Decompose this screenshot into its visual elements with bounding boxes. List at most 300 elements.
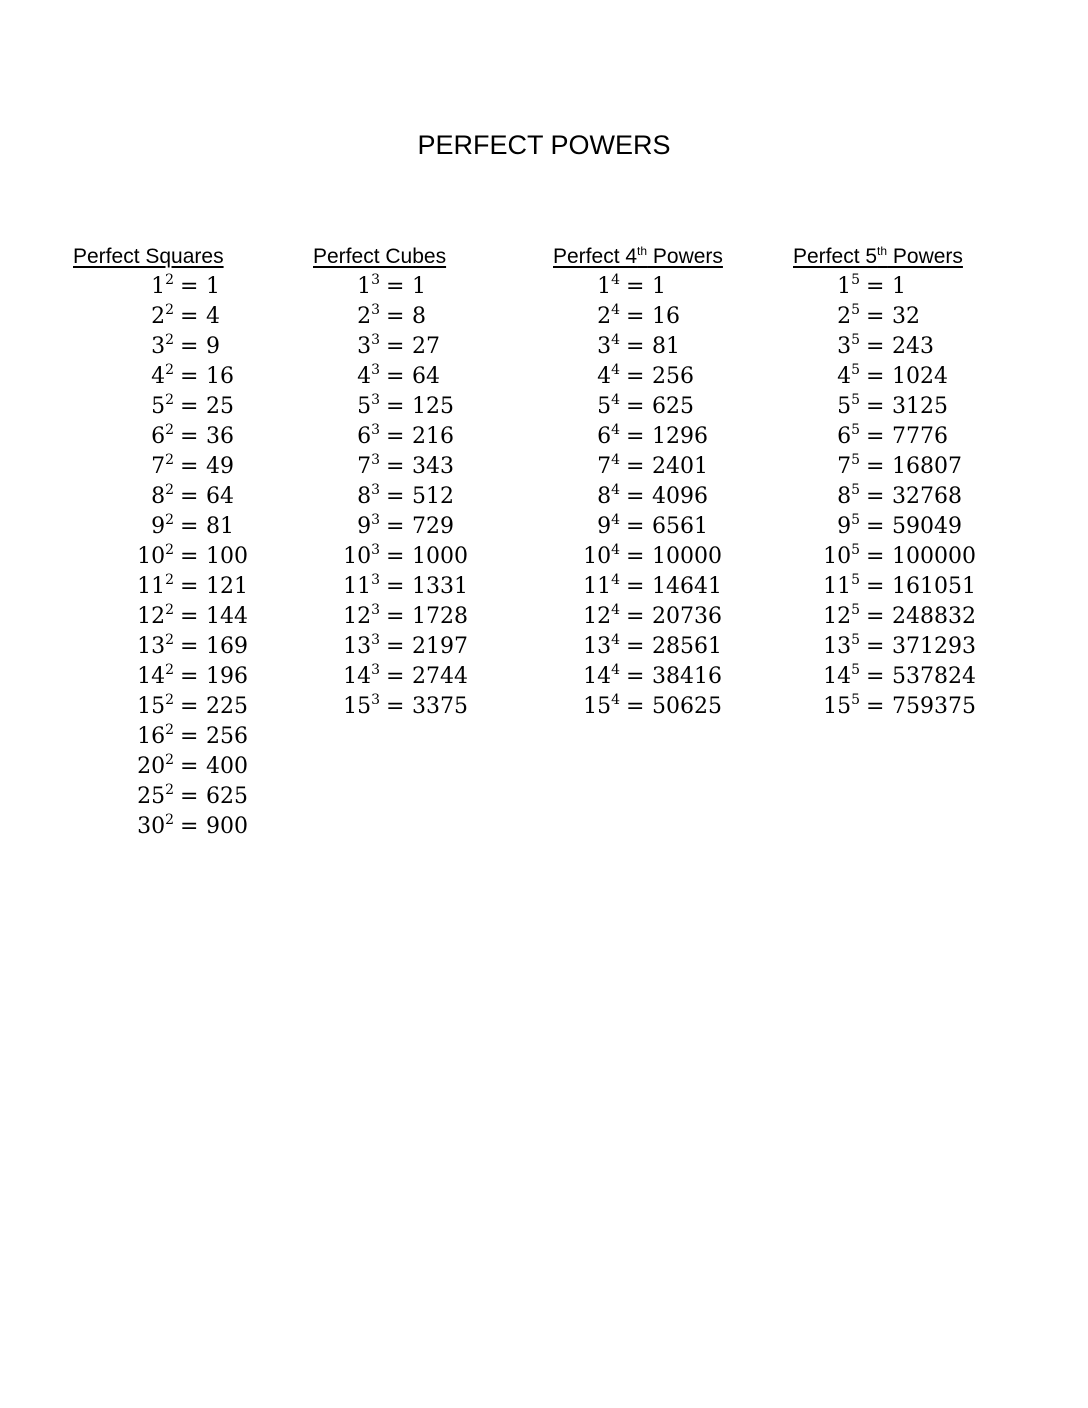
equation-value: 64 [412, 364, 440, 389]
equation-base: 5 [597, 394, 612, 419]
equation-row [553, 692, 793, 722]
equation-value: 216 [412, 424, 454, 449]
equation-row [553, 542, 793, 572]
equation-exponent: 4 [611, 272, 620, 288]
equation-value: 10000 [652, 544, 722, 569]
equation-base: 11 [583, 574, 612, 599]
equation-exponent: 5 [851, 542, 860, 558]
equals-sign: = [180, 394, 199, 419]
equation-value: 1296 [652, 424, 708, 449]
equation-value: 16 [206, 364, 234, 389]
equation-row [553, 662, 793, 692]
column-heading [553, 242, 753, 272]
equation-base: 15 [823, 694, 852, 719]
equation-base: 10 [137, 544, 166, 569]
equation-row [553, 362, 793, 392]
equation-row [73, 392, 313, 422]
equation-exponent: 3 [371, 692, 380, 708]
equation-power [550, 542, 620, 572]
equals-sign: = [180, 544, 199, 569]
equation-row [553, 512, 793, 542]
equals-sign: = [180, 304, 199, 329]
equation-power [550, 272, 620, 302]
equation-row [553, 302, 793, 332]
equation-row [73, 812, 313, 842]
equals-sign: = [626, 514, 645, 539]
equation-power [310, 332, 380, 362]
equation-power [104, 662, 174, 692]
equation-power [550, 602, 620, 632]
equation-value: 3375 [412, 694, 468, 719]
equation-value: 2401 [652, 454, 708, 479]
equation-exponent: 4 [611, 512, 620, 528]
equation-power [310, 482, 380, 512]
equals-sign: = [626, 454, 645, 479]
equation-exponent: 2 [165, 692, 174, 708]
equals-sign: = [386, 334, 405, 359]
equals-sign: = [866, 364, 885, 389]
equation-row [73, 572, 313, 602]
equation-row [553, 452, 793, 482]
equation-value: 248832 [892, 604, 976, 629]
equals-sign: = [180, 334, 199, 359]
column-heading-sup: th [637, 244, 648, 258]
equation-value: 81 [652, 334, 680, 359]
equation-power [104, 542, 174, 572]
equation-power [104, 332, 174, 362]
equation-base: 8 [151, 484, 166, 509]
equals-sign: = [180, 574, 199, 599]
equation-value: 16 [652, 304, 680, 329]
equals-sign: = [386, 664, 405, 689]
equation-row [553, 572, 793, 602]
equation-base: 3 [151, 334, 166, 359]
column-heading-text: Perfect Squares [73, 245, 224, 268]
equation-value: 537824 [892, 664, 976, 689]
equation-value: 125 [412, 394, 454, 419]
equals-sign: = [626, 364, 645, 389]
equals-sign: = [386, 394, 405, 419]
equation-value: 28561 [652, 634, 722, 659]
equation-base: 11 [343, 574, 372, 599]
equation-value: 1024 [892, 364, 948, 389]
column-heading-text: Perfect 4 [553, 245, 638, 268]
equation-row [553, 602, 793, 632]
equals-sign: = [626, 634, 645, 659]
equation-power [550, 572, 620, 602]
equation-value: 1 [412, 274, 426, 299]
equation-exponent: 4 [611, 632, 620, 648]
equals-sign: = [866, 604, 885, 629]
equation-exponent: 4 [611, 332, 620, 348]
equation-base: 12 [343, 604, 372, 629]
equation-exponent: 3 [371, 392, 380, 408]
column-heading [313, 242, 513, 272]
column-heading [73, 242, 273, 272]
equation-base: 7 [357, 454, 372, 479]
equation-base: 13 [343, 634, 372, 659]
equation-power [550, 392, 620, 422]
equation-value: 6561 [652, 514, 708, 539]
equals-sign: = [180, 274, 199, 299]
equation-base: 10 [583, 544, 612, 569]
equals-sign: = [180, 814, 199, 839]
equation-exponent: 2 [165, 782, 174, 798]
equation-power [550, 302, 620, 332]
equation-power [790, 452, 860, 482]
equals-sign: = [180, 694, 199, 719]
equation-value: 256 [652, 364, 694, 389]
equation-row [793, 662, 1033, 692]
equals-sign: = [386, 694, 405, 719]
equation-base: 8 [357, 484, 372, 509]
equation-value: 38416 [652, 664, 722, 689]
equation-value: 8 [412, 304, 426, 329]
equation-base: 10 [823, 544, 852, 569]
equals-sign: = [866, 424, 885, 449]
equals-sign: = [180, 424, 199, 449]
equation-value: 14641 [652, 574, 722, 599]
equation-row [793, 302, 1033, 332]
equation-row [73, 302, 313, 332]
equation-base: 9 [837, 514, 852, 539]
equation-row [793, 602, 1033, 632]
equation-row [73, 782, 313, 812]
equation-base: 11 [823, 574, 852, 599]
perfect-4th-powers-column [553, 242, 753, 719]
equals-sign: = [386, 544, 405, 569]
equation-row [553, 272, 793, 302]
equation-base: 2 [151, 304, 166, 329]
equals-sign: = [866, 664, 885, 689]
equals-sign: = [386, 304, 405, 329]
equation-row [553, 332, 793, 362]
equation-value: 625 [652, 394, 694, 419]
equation-row [553, 632, 793, 662]
equals-sign: = [626, 664, 645, 689]
equation-row [313, 392, 553, 422]
equation-power [310, 452, 380, 482]
equation-row [73, 752, 313, 782]
equation-value: 4096 [652, 484, 708, 509]
equals-sign: = [386, 574, 405, 599]
equation-base: 5 [151, 394, 166, 419]
equation-row [793, 512, 1033, 542]
equation-row [553, 422, 793, 452]
equation-exponent: 5 [851, 632, 860, 648]
equals-sign: = [180, 604, 199, 629]
equation-row [793, 362, 1033, 392]
equation-exponent: 4 [611, 692, 620, 708]
equation-exponent: 3 [371, 542, 380, 558]
equation-exponent: 5 [851, 692, 860, 708]
column-heading-suffix: Powers [887, 245, 963, 268]
equation-exponent: 2 [165, 752, 174, 768]
equation-row [313, 602, 553, 632]
equation-power [310, 602, 380, 632]
equation-value: 625 [206, 784, 248, 809]
equation-row [73, 482, 313, 512]
equation-row [313, 572, 553, 602]
column-heading-suffix: Powers [647, 245, 723, 268]
equation-exponent: 3 [371, 302, 380, 318]
equation-base: 13 [823, 634, 852, 659]
equation-power [790, 632, 860, 662]
equation-row [793, 692, 1033, 722]
equation-power [790, 332, 860, 362]
perfect-5th-powers-column [793, 242, 1013, 719]
equation-row [73, 602, 313, 632]
equation-value: 4 [206, 304, 220, 329]
equation-value: 16807 [892, 454, 962, 479]
equation-power [104, 572, 174, 602]
column-heading-text: Perfect 5 [793, 245, 878, 268]
equation-base: 6 [357, 424, 372, 449]
equation-power [790, 542, 860, 572]
equation-value: 1 [892, 274, 906, 299]
equals-sign: = [386, 484, 405, 509]
equals-sign: = [180, 754, 199, 779]
perfect-cubes-column [313, 242, 513, 719]
equation-exponent: 2 [165, 482, 174, 498]
equation-value: 759375 [892, 694, 976, 719]
equation-power [310, 572, 380, 602]
equation-base: 7 [837, 454, 852, 479]
equation-exponent: 2 [165, 722, 174, 738]
equation-exponent: 2 [165, 422, 174, 438]
equation-exponent: 5 [851, 602, 860, 618]
equation-power [790, 602, 860, 632]
equation-base: 12 [583, 604, 612, 629]
equation-exponent: 4 [611, 392, 620, 408]
equation-row [313, 512, 553, 542]
equation-exponent: 5 [851, 272, 860, 288]
equals-sign: = [180, 724, 199, 749]
equation-exponent: 3 [371, 662, 380, 678]
equals-sign: = [386, 604, 405, 629]
equation-value: 36 [206, 424, 234, 449]
equation-power [550, 512, 620, 542]
equation-value: 729 [412, 514, 454, 539]
equation-power [104, 392, 174, 422]
equation-base: 6 [597, 424, 612, 449]
equation-base: 9 [357, 514, 372, 539]
equation-value: 3125 [892, 394, 948, 419]
equation-base: 9 [597, 514, 612, 539]
equation-base: 9 [151, 514, 166, 539]
equals-sign: = [866, 544, 885, 569]
equals-sign: = [866, 514, 885, 539]
equation-power [310, 362, 380, 392]
equation-exponent: 4 [611, 302, 620, 318]
equation-base: 3 [357, 334, 372, 359]
equation-exponent: 2 [165, 662, 174, 678]
equation-exponent: 5 [851, 662, 860, 678]
equation-base: 5 [837, 394, 852, 419]
equation-base: 14 [583, 664, 612, 689]
equals-sign: = [626, 334, 645, 359]
equation-value: 371293 [892, 634, 976, 659]
equation-exponent: 3 [371, 362, 380, 378]
equals-sign: = [626, 304, 645, 329]
equals-sign: = [866, 484, 885, 509]
equation-row [313, 482, 553, 512]
equation-power [790, 362, 860, 392]
equation-base: 8 [837, 484, 852, 509]
equation-power [790, 302, 860, 332]
equation-row [73, 662, 313, 692]
equation-row [313, 662, 553, 692]
equation-row [73, 512, 313, 542]
equation-power [104, 722, 174, 752]
equation-exponent: 5 [851, 302, 860, 318]
equation-base: 1 [597, 274, 612, 299]
equation-exponent: 2 [165, 332, 174, 348]
equation-row [313, 332, 553, 362]
equation-exponent: 2 [165, 272, 174, 288]
equation-row [73, 332, 313, 362]
equation-power [104, 692, 174, 722]
equation-row [313, 272, 553, 302]
equation-power [310, 692, 380, 722]
equation-exponent: 5 [851, 362, 860, 378]
equation-base: 6 [837, 424, 852, 449]
equation-row [553, 482, 793, 512]
equals-sign: = [386, 364, 405, 389]
equation-base: 1 [151, 274, 166, 299]
equation-value: 9 [206, 334, 220, 359]
equation-base: 4 [597, 364, 612, 389]
equation-power [310, 272, 380, 302]
equation-row [73, 362, 313, 392]
equation-value: 225 [206, 694, 248, 719]
equals-sign: = [180, 664, 199, 689]
equation-base: 4 [357, 364, 372, 389]
equals-sign: = [386, 634, 405, 659]
equation-value: 81 [206, 514, 234, 539]
equation-value: 400 [206, 754, 248, 779]
equation-row [313, 302, 553, 332]
equals-sign: = [866, 694, 885, 719]
equation-base: 14 [343, 664, 372, 689]
equation-row [73, 692, 313, 722]
equation-value: 161051 [892, 574, 976, 599]
equation-value: 64 [206, 484, 234, 509]
equation-row [73, 542, 313, 572]
equation-power [104, 782, 174, 812]
equation-exponent: 2 [165, 452, 174, 468]
equation-power [104, 512, 174, 542]
equation-base: 7 [151, 454, 166, 479]
equation-value: 196 [206, 664, 248, 689]
equation-value: 49 [206, 454, 234, 479]
equals-sign: = [866, 304, 885, 329]
equals-sign: = [626, 694, 645, 719]
equation-row [313, 692, 553, 722]
equals-sign: = [180, 454, 199, 479]
equation-power [104, 482, 174, 512]
equation-exponent: 2 [165, 362, 174, 378]
equation-power [790, 572, 860, 602]
equation-value: 2744 [412, 664, 468, 689]
equation-power [310, 422, 380, 452]
equation-row [793, 572, 1033, 602]
equation-exponent: 2 [165, 602, 174, 618]
equals-sign: = [386, 424, 405, 449]
equation-base: 14 [137, 664, 166, 689]
equation-exponent: 5 [851, 422, 860, 438]
equals-sign: = [180, 484, 199, 509]
equation-value: 1331 [412, 574, 468, 599]
equation-base: 4 [837, 364, 852, 389]
equation-power [104, 752, 174, 782]
equation-exponent: 3 [371, 572, 380, 588]
equation-base: 12 [823, 604, 852, 629]
equation-base: 1 [837, 274, 852, 299]
equation-value: 100 [206, 544, 248, 569]
equals-sign: = [626, 604, 645, 629]
equation-base: 2 [837, 304, 852, 329]
equation-value: 50625 [652, 694, 722, 719]
equals-sign: = [626, 424, 645, 449]
equation-row [313, 452, 553, 482]
equals-sign: = [386, 514, 405, 539]
equation-value: 243 [892, 334, 934, 359]
equation-row [313, 362, 553, 392]
equation-base: 2 [357, 304, 372, 329]
equation-exponent: 5 [851, 512, 860, 528]
equals-sign: = [626, 484, 645, 509]
equation-base: 10 [343, 544, 372, 569]
equation-base: 3 [597, 334, 612, 359]
equation-row [73, 632, 313, 662]
equation-row [313, 422, 553, 452]
equation-base: 15 [343, 694, 372, 719]
equation-row [793, 482, 1033, 512]
equation-value: 32 [892, 304, 920, 329]
equation-exponent: 4 [611, 572, 620, 588]
equation-base: 25 [137, 784, 166, 809]
equation-exponent: 5 [851, 392, 860, 408]
equation-power [104, 602, 174, 632]
column-heading-sup: th [877, 244, 888, 258]
equation-base: 15 [137, 694, 166, 719]
equals-sign: = [626, 544, 645, 569]
equation-row [793, 452, 1033, 482]
equation-power [104, 422, 174, 452]
equals-sign: = [386, 274, 405, 299]
equals-sign: = [386, 454, 405, 479]
equation-row [793, 272, 1033, 302]
equation-exponent: 4 [611, 362, 620, 378]
equation-value: 1 [206, 274, 220, 299]
equation-power [790, 692, 860, 722]
equation-exponent: 3 [371, 332, 380, 348]
equation-exponent: 2 [165, 812, 174, 828]
equation-exponent: 3 [371, 452, 380, 468]
equation-exponent: 2 [165, 632, 174, 648]
equation-power [310, 662, 380, 692]
equation-row [313, 542, 553, 572]
equals-sign: = [626, 274, 645, 299]
equation-base: 3 [837, 334, 852, 359]
equation-base: 12 [137, 604, 166, 629]
equation-exponent: 4 [611, 602, 620, 618]
equation-row [553, 392, 793, 422]
equation-exponent: 5 [851, 572, 860, 588]
equation-exponent: 3 [371, 512, 380, 528]
equation-row [793, 422, 1033, 452]
